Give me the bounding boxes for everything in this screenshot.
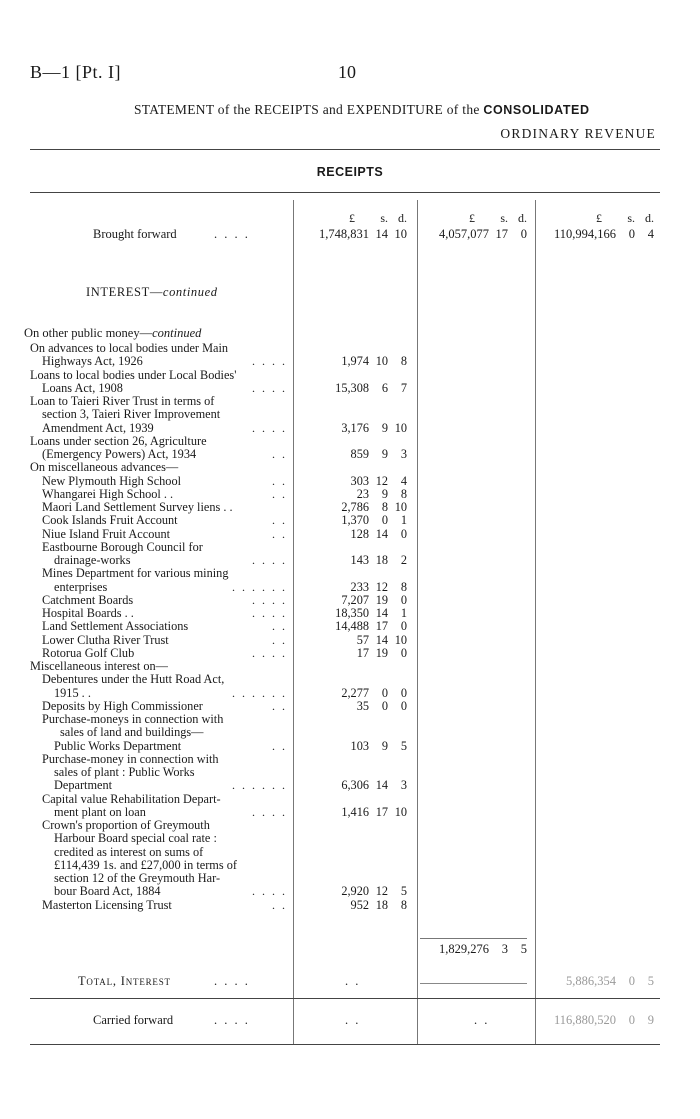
currency-pence: d. (398, 211, 407, 225)
line-item-dots: . . (272, 513, 287, 528)
amount-pence: 10 (394, 500, 407, 514)
amount-pence: 5 (400, 738, 407, 753)
amount-shillings: 14 (375, 632, 388, 647)
brought-forward-label: Brought forward (93, 227, 177, 241)
line-item-dots: . . (272, 632, 287, 647)
line-item-amount (300, 381, 407, 395)
line-item-text: On advances to local bodies under Main (30, 341, 229, 355)
line-item-text: sales of plant : Public Works (54, 765, 195, 779)
carried-forward-label: Carried forward (93, 1013, 174, 1027)
line-item-dots: . . . . (252, 606, 287, 620)
currency-pound: £ (596, 211, 602, 225)
line-item-text: Loans under section 26, Agriculture (30, 433, 207, 448)
line-item-text: 1915 . . (54, 685, 91, 700)
line-item-dots: . . (272, 619, 287, 634)
carried-forward-col3 (540, 1013, 654, 1029)
line-item-text: Lower Clutha River Trust (42, 632, 169, 647)
line-item-text: Purchase-money in connection with (42, 751, 219, 766)
line-item-amount (300, 513, 407, 527)
brought-forward-col1 (300, 227, 407, 243)
amount-pounds: 233 (350, 579, 369, 594)
line-item-amount (300, 421, 407, 435)
heading-public-continued: continued (152, 326, 202, 340)
heading-interest-continued: continued (162, 285, 218, 299)
amount-pounds: 3,176 (341, 420, 369, 435)
amount-pence: 10 (394, 804, 407, 819)
line-item-text: Purchase-moneys in connection with (42, 712, 224, 726)
total-interest-dots: . . . . (214, 974, 250, 988)
currency-shilling: s. (627, 211, 635, 225)
amount-pence: 0 (400, 526, 407, 541)
line-item-text: enterprises (54, 579, 108, 594)
amount-pence: 3 (400, 778, 407, 793)
line-item-dots: . . (272, 473, 287, 488)
amount-pounds: 1,748,831 (319, 227, 369, 241)
section-title: RECEIPTS (316, 165, 384, 179)
amount-pence: 9 (647, 1013, 654, 1027)
amount-pence: 10 (394, 227, 407, 241)
line-item-dots: . . (272, 738, 287, 753)
amount-pounds: 1,974 (341, 354, 369, 369)
amount-pence: 1 (400, 606, 407, 620)
line-item-dots: . . (272, 486, 287, 501)
line-item-amount (300, 699, 407, 713)
line-item-text: Masterton Licensing Trust (42, 897, 172, 912)
line-item-text: Highways Act, 1926 (42, 354, 143, 369)
amount-pence: 0 (400, 698, 407, 713)
line-item-text: Amendment Act, 1939 (42, 420, 154, 435)
amount-pence: 8 (400, 579, 407, 594)
rule-top (30, 149, 660, 150)
line-item-dots: . . . . (252, 645, 287, 660)
amount-pounds: 1,829,276 (439, 942, 489, 956)
currency-pound: £ (349, 211, 355, 225)
line-item-dots: . . . . (252, 420, 287, 435)
statement-title-text: STATEMENT of the RECEIPTS and EXPENDITURE of the (134, 102, 484, 117)
currency-header-col1 (300, 211, 407, 226)
amount-pence: 0 (400, 592, 407, 607)
line-item-amount (300, 805, 407, 819)
amount-pounds: 17 (356, 645, 369, 660)
line-item-text: Cook Islands Fruit Account (42, 513, 178, 528)
amount-pounds: 6,306 (341, 778, 369, 793)
line-item-dots: . . . . (252, 804, 287, 819)
line-item-amount (300, 487, 407, 501)
line-item-amount (300, 739, 407, 753)
amount-shillings: 14 (375, 526, 388, 541)
line-item-text: Loan to Taieri River Trust in terms of (30, 394, 215, 408)
line-item-text: Miscellaneous interest on— (30, 659, 168, 673)
amount-shillings: 18 (375, 897, 388, 912)
amount-pence: 7 (400, 380, 407, 395)
line-item-amount (300, 778, 407, 792)
amount-pence: 1 (400, 513, 407, 528)
document-reference: B—1 [Pt. I] (30, 62, 121, 82)
line-item-amount (300, 686, 407, 700)
amount-shillings: 0 (628, 1013, 635, 1027)
line-item-dots: . . (272, 698, 287, 713)
carried-forward-col1-dots: . . (345, 1013, 361, 1027)
line-item-text: Debentures under the Hutt Road Act, (42, 672, 225, 687)
amount-shillings: 0 (381, 685, 388, 700)
amount-pence: 10 (394, 420, 407, 435)
page-number: 10 (338, 62, 356, 82)
amount-shillings: 6 (381, 380, 388, 395)
line-item-amount (300, 593, 407, 607)
currency-pence: d. (518, 211, 527, 225)
line-item-dots: . . (272, 447, 287, 461)
amount-pence: 5 (400, 884, 407, 899)
amount-shillings: 8 (381, 500, 388, 514)
line-item-amount (300, 898, 407, 912)
statement-title-bold: CONSOLIDATED (483, 103, 590, 117)
line-item-amount (300, 447, 407, 461)
line-item-text: Mines Department for various mining (42, 566, 229, 581)
amount-shillings: 17 (375, 804, 388, 819)
amount-pence: 4 (400, 473, 407, 488)
line-item-amount (300, 500, 407, 514)
amount-shillings: 0 (381, 698, 388, 713)
line-item-text: £114,439 1s. and £27,000 in terms of (54, 857, 237, 872)
currency-header-col3 (540, 211, 654, 226)
rule-above-carried (30, 998, 660, 999)
amount-pounds: 35 (356, 698, 369, 713)
rule-below-section (30, 192, 660, 193)
amount-pence: 8 (400, 486, 407, 501)
brought-forward-col2 (420, 227, 527, 243)
carried-forward-col2-dots: . . (474, 1013, 490, 1027)
line-item-text: On miscellaneous advances— (30, 460, 179, 475)
amount-pounds: 110,994,166 (553, 227, 616, 241)
amount-pounds: 116,880,520 (553, 1013, 616, 1027)
amount-shillings: 17 (495, 227, 508, 241)
line-item-text: Catchment Boards (42, 592, 134, 607)
line-item-dots: . . . . (252, 380, 287, 395)
total-interest-col3 (540, 974, 654, 990)
amount-pounds: 2,277 (341, 685, 369, 700)
line-item-text: Whangarei High School . . (42, 486, 174, 501)
line-item-amount (300, 646, 407, 660)
amount-pounds: 2,920 (341, 884, 369, 899)
heading-interest (86, 285, 218, 300)
currency-shilling: s. (380, 211, 388, 225)
currency-pound: £ (469, 211, 475, 225)
statement-subtitle: ORDINARY REVENUE (500, 126, 656, 141)
heading-other-public-money (24, 326, 201, 341)
amount-pence: 4 (647, 227, 654, 241)
line-item-text: Loans Act, 1908 (42, 380, 123, 395)
total-interest-col2-rule (420, 983, 527, 984)
amount-shillings: 9 (381, 447, 388, 461)
line-item-amount (300, 633, 407, 647)
line-item-text: Deposits by High Commissioner (42, 698, 203, 713)
line-item-amount (300, 354, 407, 368)
amount-pence: 5 (520, 942, 527, 956)
amount-shillings: 9 (381, 420, 388, 435)
amount-shillings: 17 (375, 619, 388, 634)
line-item-text: Maori Land Settlement Survey liens . . (42, 500, 233, 514)
line-item-text: New Plymouth High School (42, 473, 182, 488)
amount-pounds: 14,488 (335, 619, 369, 634)
amount-pence: 3 (400, 447, 407, 461)
amount-shillings: 9 (381, 486, 388, 501)
line-item-dots: . . . . (252, 553, 287, 567)
line-item-amount (300, 474, 407, 488)
amount-pounds: 1,370 (341, 513, 369, 528)
line-item-dots: . . (272, 526, 287, 541)
amount-pounds: 128 (350, 526, 369, 541)
line-item-text: credited as interest on sums of (54, 844, 204, 859)
amount-shillings: 19 (375, 645, 388, 660)
line-item-dots: . . . . . . (232, 685, 287, 700)
line-item-amount (300, 553, 407, 567)
line-item-dots: . . . . (252, 884, 287, 899)
line-item-dots: . . (272, 897, 287, 912)
amount-pence: 0 (400, 685, 407, 700)
line-item-text: Department (54, 778, 113, 793)
line-item-text: Hospital Boards . . (42, 606, 134, 620)
line-item-text: Harbour Board special coal rate : (54, 831, 217, 846)
line-item-dots: . . . . (252, 592, 287, 607)
amount-shillings: 3 (501, 942, 508, 956)
line-item-text: Land Settlement Associations (42, 619, 189, 634)
line-item-text: ment plant on loan (54, 804, 146, 819)
amount-pounds: 143 (350, 553, 369, 567)
total-interest-label: Total, Interest (78, 974, 171, 988)
amount-shillings: 12 (375, 884, 388, 899)
line-item-text: section 12 of the Greymouth Har- (54, 871, 221, 885)
carried-forward-dots: . . . . (214, 1013, 250, 1027)
column-divider-3 (535, 200, 536, 1045)
amount-pounds: 23 (356, 486, 369, 501)
amount-shillings: 14 (375, 778, 388, 793)
amount-shillings: 9 (381, 738, 388, 753)
amount-pence: 0 (400, 619, 407, 634)
amount-shillings: 12 (375, 473, 388, 488)
amount-pounds: 952 (350, 897, 369, 912)
line-item-dots: . . . . . . (232, 579, 287, 594)
amount-pounds: 5,886,354 (566, 974, 616, 988)
line-item-amount (300, 619, 407, 633)
rule-subtotal (420, 938, 527, 939)
total-interest-col1-dots: . . (345, 974, 361, 988)
amount-pence: 5 (647, 974, 654, 988)
amount-pence: 8 (400, 897, 407, 912)
heading-public-main: On other public money— (24, 326, 153, 340)
rule-bottom (30, 1044, 660, 1045)
line-item-text: section 3, Taieri River Improvement (42, 407, 221, 422)
column-divider-1 (293, 200, 294, 1045)
currency-header-col2 (420, 211, 527, 226)
brought-forward-dots: . . . . (214, 227, 250, 241)
line-item-text: drainage-works (54, 553, 131, 567)
line-item-text: (Emergency Powers) Act, 1934 (42, 447, 197, 461)
statement-title (134, 102, 590, 118)
interest-subtotal (420, 942, 527, 958)
line-item-text: Rotorua Golf Club (42, 645, 135, 660)
line-item-text: Loans to local bodies under Local Bodies' (30, 367, 237, 382)
brought-forward-col3 (540, 227, 654, 243)
amount-pounds: 4,057,077 (439, 227, 489, 241)
line-item-text: Niue Island Fruit Account (42, 526, 171, 541)
amount-shillings: 14 (375, 606, 388, 620)
line-item-amount (300, 527, 407, 541)
line-item-text: Eastbourne Borough Council for (42, 539, 203, 554)
amount-shillings: 0 (628, 974, 635, 988)
heading-interest-main: INTEREST— (86, 285, 163, 299)
line-item-amount (300, 580, 407, 594)
amount-pounds: 1,416 (341, 804, 369, 819)
amount-pounds: 103 (350, 738, 369, 753)
amount-shillings: 18 (375, 553, 388, 567)
amount-pounds: 303 (350, 473, 369, 488)
amount-pence: 0 (400, 645, 407, 660)
amount-shillings: 19 (375, 592, 388, 607)
amount-pounds: 859 (350, 447, 369, 461)
amount-pence: 8 (400, 354, 407, 369)
amount-shillings: 0 (628, 227, 635, 241)
amount-pounds: 57 (356, 632, 369, 647)
line-item-dots: . . . . (252, 354, 287, 369)
line-item-amount (300, 606, 407, 620)
amount-pence: 10 (394, 632, 407, 647)
amount-pounds: 2,786 (341, 500, 369, 514)
column-divider-2 (417, 200, 418, 1045)
amount-shillings: 10 (375, 354, 388, 369)
amount-pence: 2 (400, 553, 407, 567)
amount-pounds: 7,207 (341, 592, 369, 607)
line-item-text: sales of land and buildings— (60, 725, 204, 740)
amount-pounds: 18,350 (335, 606, 369, 620)
currency-shilling: s. (500, 211, 508, 225)
line-item-text: Crown's proportion of Greymouth (42, 818, 210, 832)
line-item-text: Public Works Department (54, 738, 182, 753)
amount-shillings: 12 (375, 579, 388, 594)
line-item-dots: . . . . . . (232, 778, 287, 793)
amount-shillings: 14 (375, 227, 388, 241)
amount-pence: 0 (520, 227, 527, 241)
line-item-text: bour Board Act, 1884 (54, 884, 161, 899)
amount-shillings: 0 (381, 513, 388, 528)
currency-pence: d. (645, 211, 654, 225)
line-item-amount (300, 884, 407, 898)
amount-pounds: 15,308 (335, 380, 369, 395)
line-item-text: Capital value Rehabilitation Depart- (42, 791, 221, 806)
